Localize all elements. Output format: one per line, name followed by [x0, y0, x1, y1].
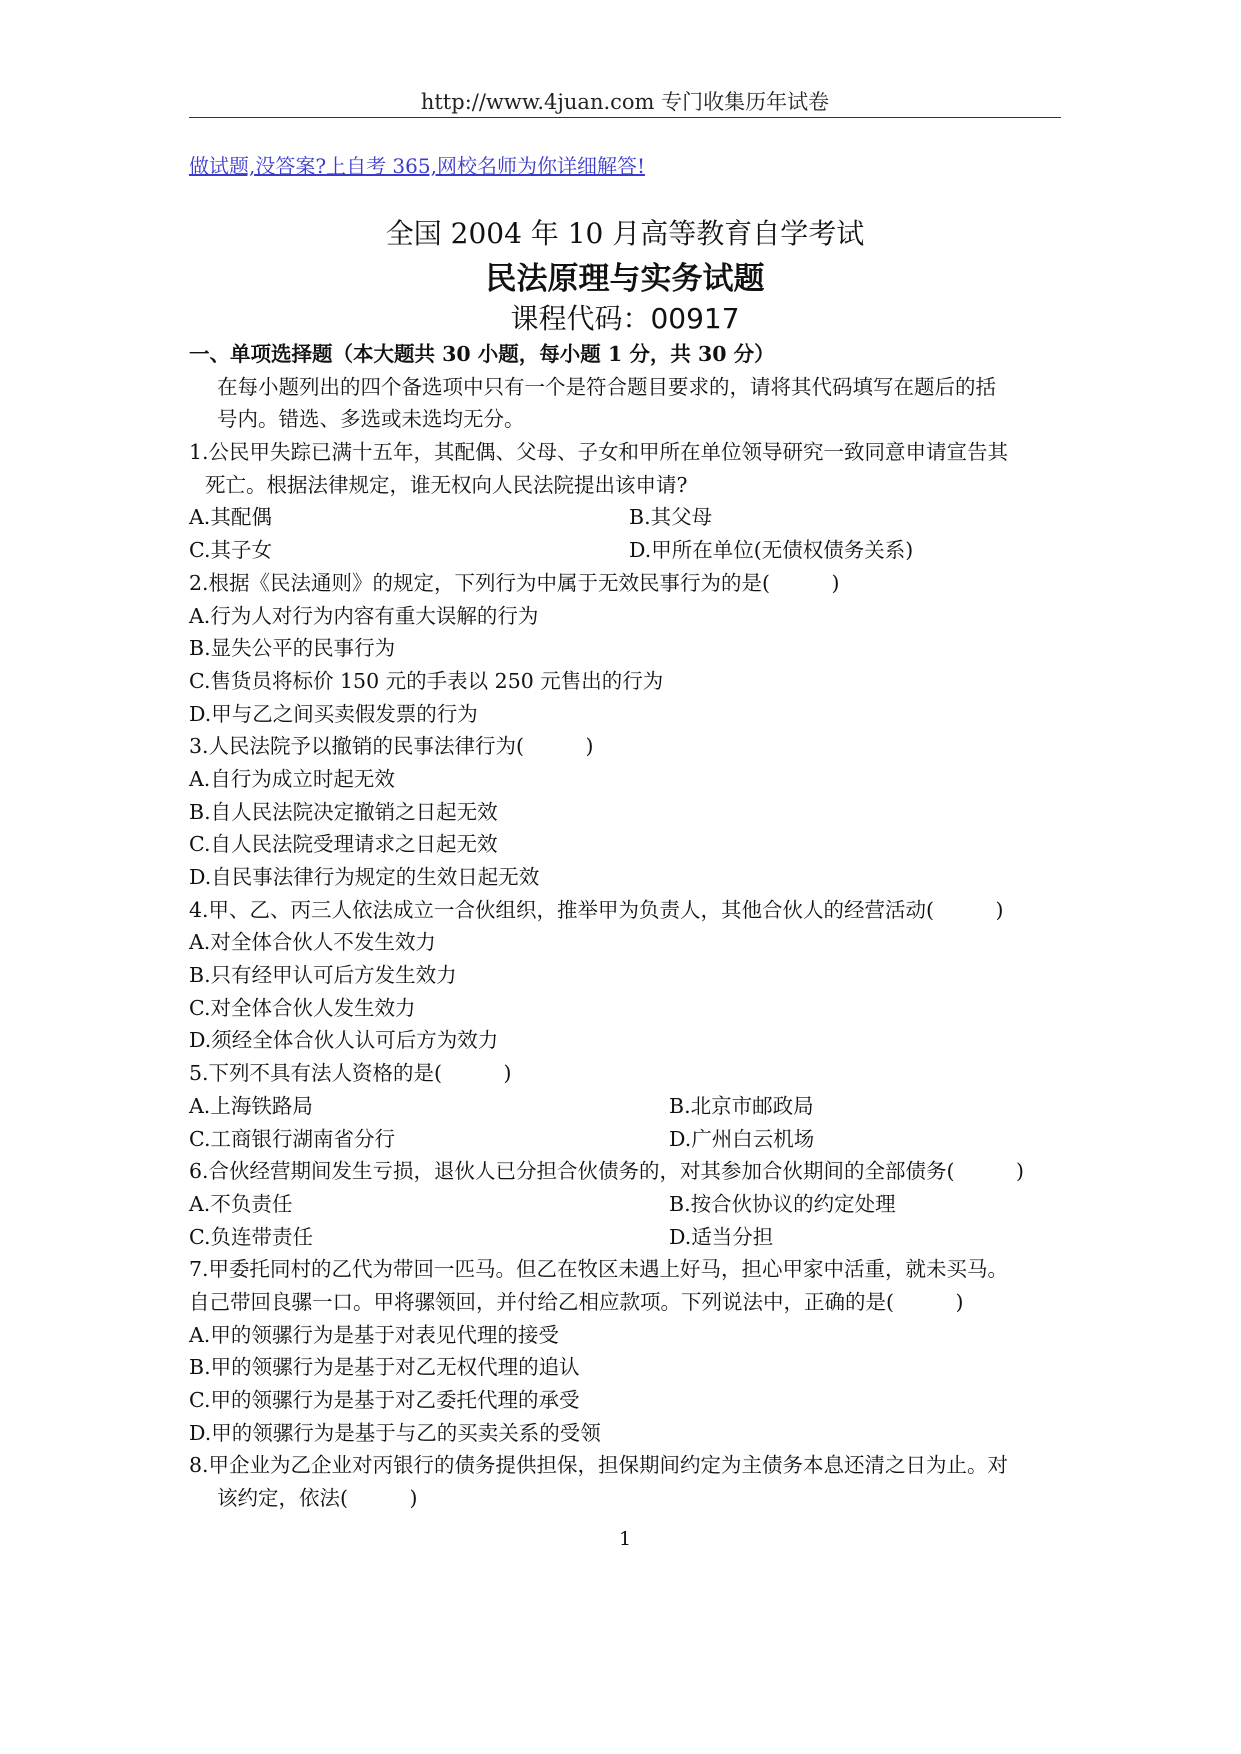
option-d: D.适当分担 — [669, 1224, 774, 1249]
option-b: B.甲的领骡行为是基于对乙无权代理的追认 — [189, 1355, 580, 1380]
option-row — [189, 1188, 1089, 1221]
promo-link[interactable]: 做试题,没答案?上自考 365,网校名师为你详细解答! — [189, 154, 646, 178]
question-stem-cont: 自己带回良骡一口。甲将骡领回，并付给乙相应款项。下列说法中，正确的是( ) — [189, 1289, 964, 1314]
option-a: A.自行为成立时起无效 — [189, 766, 395, 791]
option-a: A.不负责任 — [189, 1191, 293, 1216]
section-instruction-line1: 在每小题列出的四个备选项中只有一个是符合题目要求的，请将其代码填写在题后的括 — [217, 374, 996, 399]
page-number: 1 — [618, 1528, 632, 1550]
option-c: C.自人民法院受理请求之日起无效 — [189, 832, 498, 857]
option-c: C.工商银行湖南省分行 — [189, 1126, 395, 1151]
option-d: D.甲所在单位(无债权债务关系) — [629, 538, 914, 563]
question-stem: 7.甲委托同村的乙代为带回一匹马。但乙在牧区未遇上好马，担心甲家中活重，就未买马。 — [189, 1257, 1009, 1282]
question-stem: 8.甲企业为乙企业对丙银行的债务提供担保，担保期间约定为主债务本息还清之日为止。对 — [189, 1453, 1009, 1478]
question-stem: 2.根据《民法通则》的规定，下列行为中属于无效民事行为的是( ) — [189, 570, 840, 595]
option-row — [189, 1221, 1089, 1254]
question-stem: 4.甲、乙、丙三人依法成立一合伙组织，推举甲为负责人，其他合伙人的经营活动( ) — [189, 897, 1004, 922]
option-c: C.对全体合伙人发生效力 — [189, 995, 416, 1020]
page-header: http://www.4juan.com 专门收集历年试卷 — [420, 90, 830, 114]
option-c: C.其子女 — [189, 538, 272, 563]
question-stem: 5.下列不具有法人资格的是( ) — [189, 1061, 512, 1086]
question-list — [189, 338, 1089, 1515]
option-b: B.按合伙协议的约定处理 — [669, 1191, 896, 1216]
option-d: D.自民事法律行为规定的生效日起无效 — [189, 865, 540, 889]
option-b: B.其父母 — [629, 505, 713, 530]
question-stem: 3.人民法院予以撤销的民事法律行为( ) — [189, 734, 594, 759]
option-d: D.甲的领骡行为是基于与乙的买卖关系的受领 — [189, 1420, 601, 1445]
option-a: A.上海铁路局 — [189, 1093, 313, 1118]
option-row — [189, 1090, 1089, 1123]
exam-title-line2: 民法原理与实务试题 — [485, 261, 765, 297]
question-stem-cont: 该约定，依法( ) — [217, 1486, 418, 1511]
option-c: C.甲的领骡行为是基于对乙委托代理的承受 — [189, 1388, 580, 1412]
header-divider — [189, 117, 1061, 118]
option-b: B.只有经甲认可后方发生效力 — [189, 963, 457, 988]
option-a: A.甲的领骡行为是基于对表见代理的接受 — [189, 1322, 559, 1347]
option-row — [189, 534, 1089, 567]
option-d: D.广州白云机场 — [669, 1126, 815, 1151]
option-a: A.对全体合伙人不发生效力 — [189, 930, 436, 955]
option-row — [189, 501, 1089, 534]
option-b: B.北京市邮政局 — [669, 1093, 814, 1118]
option-b: B.自人民法院决定撤销之日起无效 — [189, 799, 498, 824]
option-d: D.须经全体合伙人认可后方为效力 — [189, 1028, 499, 1053]
question-stem-cont: 死亡。根据法律规定，谁无权向人民法院提出该申请? — [205, 472, 688, 497]
section-heading: 一、单项选择题（本大题共 30 小题，每小题 1 分，共 30 分） — [189, 342, 775, 366]
option-b: B.显失公平的民事行为 — [189, 636, 396, 661]
exam-title-line1: 全国 2004 年 10 月高等教育自学考试 — [385, 217, 865, 250]
question-stem: 6.合伙经营期间发生亏损，退伙人已分担合伙债务的，对其参加合伙期间的全部债务( ) — [189, 1159, 1025, 1184]
option-a: A.其配偶 — [189, 505, 272, 530]
option-row — [189, 1123, 1089, 1156]
course-code: 课程代码：00917 — [510, 302, 740, 335]
section-instruction-line2: 号内。错选、多选或未选均无分。 — [217, 407, 525, 432]
option-d: D.甲与乙之间买卖假发票的行为 — [189, 701, 478, 726]
option-a: A.行为人对行为内容有重大误解的行为 — [189, 603, 539, 628]
option-c: C.负连带责任 — [189, 1224, 313, 1249]
option-c: C.售货员将标价 150 元的手表以 250 元售出的行为 — [189, 668, 664, 693]
question-stem: 1.公民甲失踪已满十五年，其配偶、父母、子女和甲所在单位领导研究一致同意申请宣告其 — [189, 440, 1009, 465]
